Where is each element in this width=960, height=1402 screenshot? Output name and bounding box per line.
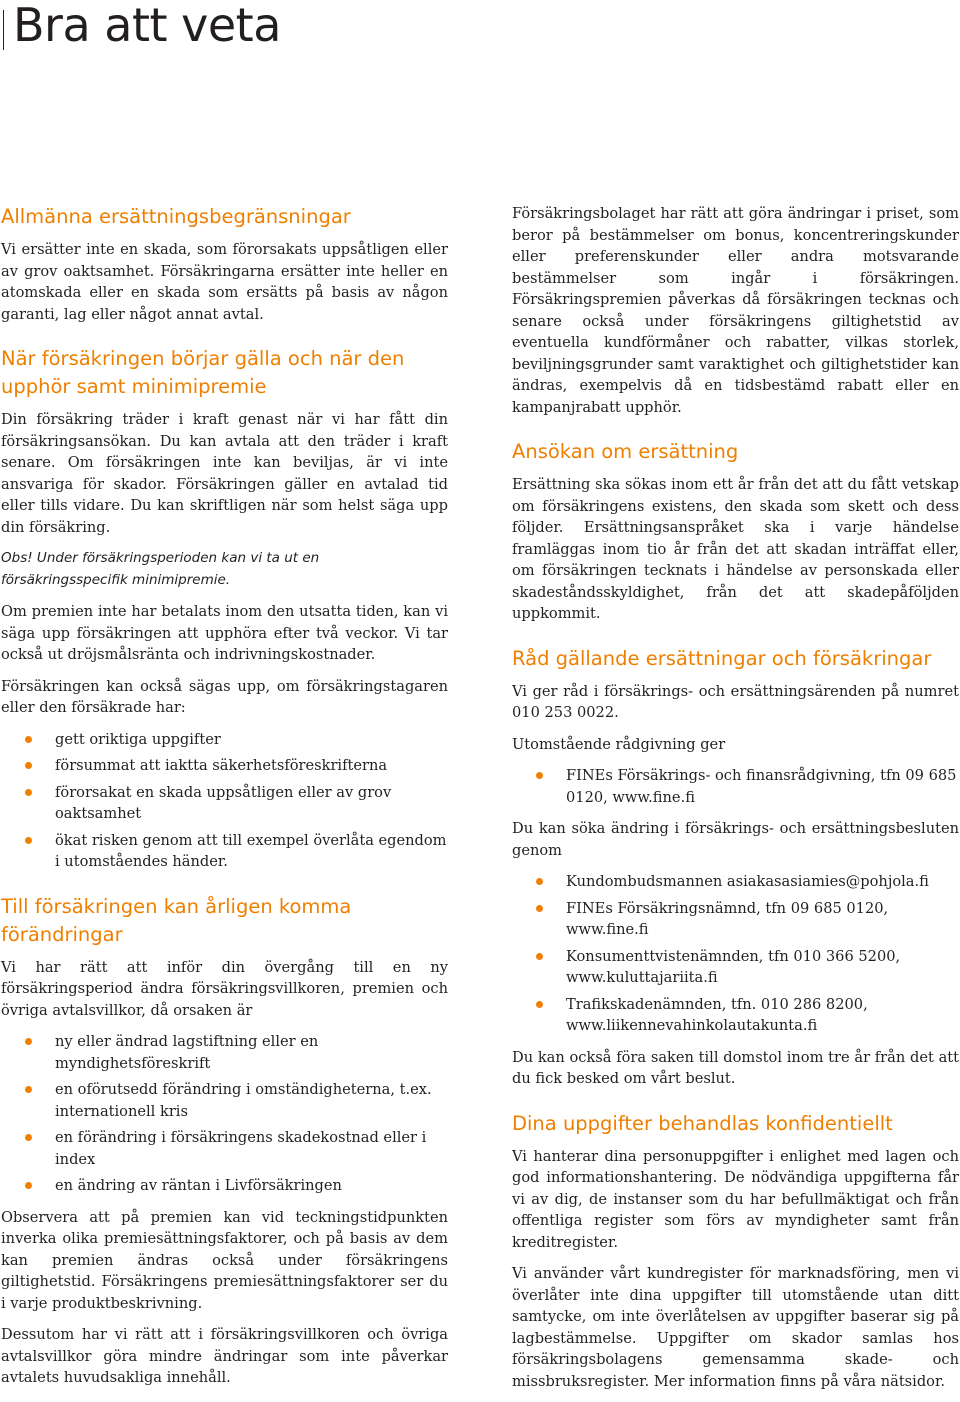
change-reasons-list (1, 1031, 448, 1197)
external-advice-list (512, 765, 959, 808)
page-title: Bra att veta (13, 0, 281, 52)
right-column (512, 203, 959, 1402)
court-text: Du kan också föra saken till domstol inom tre år från det att du fick besked om vårt beslut. (512, 1048, 959, 1087)
list-item: ökat risken genom att till exempel överlåta egendom i utomståendes händer. (1, 830, 448, 873)
list-item: Trafikskadenämnden, tfn. 010 286 8200, www.liikennevahinkolautakunta.fi (512, 994, 959, 1037)
termination-text: Försäkringen kan också sägas upp, om försäkringstagaren eller den försäkrade har: (1, 677, 448, 716)
heading-start-end-minimum: När försäkringen börjar gälla och när den upphör samt minimipremie (1, 347, 405, 398)
general-limitations-text: Vi ersätter inte en skada, som förorsakats uppsåtligen eller av grov oaktsamhet. Försäkringarna ersätter inte heller en atomskada eller en skada som ersätts på basis av någon garanti, lag eller något annat avtal. (1, 241, 448, 323)
start-end-text: Din försäkring träder i kraft genast när vi har fått din försäkringsansökan. Du kan avtala att den träder i kraft senare. Om försäkringen inte kan beviljas, är vi inte ansvariga för skador. Försäkringen gäller en avtalad tid eller tills vidare. Du kan skriftligen när som helst säga upp din försäkring. (1, 411, 448, 536)
premium-factors-text: Observera att på premien kan vid teckningstidpunkten inverka olika premiesättningsfaktorer, och på basis av dem kan premien ändras också under försäkringens giltighetstid. Försäkringens premiesättningsfaktorer ser du i varje produktbeskrivning. (1, 1208, 448, 1312)
list-item: Kundombudsmannen asiakasasiamies@pohjola.fi (512, 871, 959, 893)
termination-list (1, 729, 448, 873)
list-item: en ändring av räntan i Livförsäkringen (1, 1175, 448, 1197)
customer-register-text: Vi använder vårt kundregister för marknadsföring, men vi överlåter inte dina uppgifter till utomstående utan ditt samtycke, om inte överlåtelsen av uppgifter baserar sig på lagbestämmelse. Uppgifter om skador samlas hos försäkringsbolagens gemensamma skade- och missbruksregister. Mer information finns på våra nätsidor. (512, 1265, 959, 1390)
personal-data-text: Vi hanterar dina personuppgifter i enlighet med lagen och god informationshantering. De nödvändiga uppgifterna får vi av dig, de instanser som du har befullmäktigat och från offentliga register som förs av myndigheter samt från kreditregister. (512, 1147, 959, 1251)
claim-application-text: Ersättning ska sökas inom ett år från det att du fått vetskap om försäkringens existens, den skada som skett och dess följder. Ersättningsanspråket ska i varje händelse framläggas inom tio år från det att skadan inträffat eller, om försäkringen tecknats i händelse av personskada eller skadeståndsskyldighet, från det att skadepåföljden uppkommit. (512, 476, 959, 622)
heading-confidential: Dina uppgifter behandlas konfidentiellt (512, 1111, 893, 1135)
price-changes-text: Försäkringsbolaget har rätt att göra ändringar i priset, som beror på bestämmelser om bonus, koncentreringskunder eller preferenskunder eller andra motsvarande bestämmelser som ingår i försäkringen. Försäkringspremien påverkas då försäkringen tecknas och senare också under försäkringens giltighetstid av eventuella kundförmåner och rabatter, vilkas storlek, beviljningsgrunder samt varaktighet och giltighetstider kan ändras, exempelvis då en tidsbestämd rabatt eller en kampanjrabatt upphör. (512, 205, 959, 416)
list-item: ny eller ändrad lagstiftning eller en myndighetsföreskrift (1, 1031, 448, 1074)
minor-changes-text: Dessutom har vi rätt att i försäkringsvillkoren och övriga avtalsvillkor göra mindre ändringar som inte påverkar avtalets huvudsakliga innehåll. (1, 1326, 448, 1386)
annual-changes-text: Vi har rätt att inför din övergång till en ny försäkringsperiod ändra försäkringsvillkoren, premien och övriga avtalsvillkor, då orsaken är (1, 958, 448, 1019)
list-item: FINEs Försäkringsnämnd, tfn 09 685 0120, www.fine.fi (512, 898, 959, 941)
list-item: Konsumenttvistenämnden, tfn 010 366 5200, www.kuluttajariita.fi (512, 946, 959, 989)
list-item: en förändring i försäkringens skadekostnad eller i index (1, 1127, 448, 1170)
left-column (1, 203, 448, 1399)
list-item: FINEs Försäkrings- och finansrådgivning, tfn 09 685 0120, www.fine.fi (512, 765, 959, 808)
list-item: förorsakat en skada uppsåtligen eller av grov oaktsamhet (1, 782, 448, 825)
advice-phone-text: Vi ger råd i försäkrings- och ersättningsärenden på numret 010 253 0022. (512, 682, 959, 721)
unpaid-premium-text: Om premien inte har betalats inom den utsatta tiden, kan vi säga upp försäkringen att upphöra efter två veckor. Vi tar också ut dröjsmålsränta och indrivningskostnader. (1, 603, 448, 663)
appeal-bodies-list (512, 871, 959, 1037)
external-advice-text: Utomstående rådgivning ger (512, 735, 726, 753)
appeal-text: Du kan söka ändring i försäkrings- och ersättningsbesluten genom (512, 820, 959, 859)
list-item: en oförutsedd förändring i omständigheterna, t.ex. internationell kris (1, 1079, 448, 1122)
heading-claim-application: Ansökan om ersättning (512, 440, 739, 463)
heading-advice: Råd gällande ersättningar och försäkringar (512, 646, 932, 670)
heading-general-limitations: Allmänna ersättningsbegränsningar (1, 205, 351, 228)
title-rule (3, 10, 4, 50)
list-item: försummat att iaktta säkerhetsföreskrifterna (1, 755, 448, 777)
minimum-premium-note: Obs! Under försäkringsperioden kan vi ta ut en försäkringsspecifik minimipremie. (1, 550, 320, 588)
heading-annual-changes: Till försäkringen kan årligen komma förändringar (1, 894, 352, 946)
list-item: gett oriktiga uppgifter (1, 729, 448, 751)
